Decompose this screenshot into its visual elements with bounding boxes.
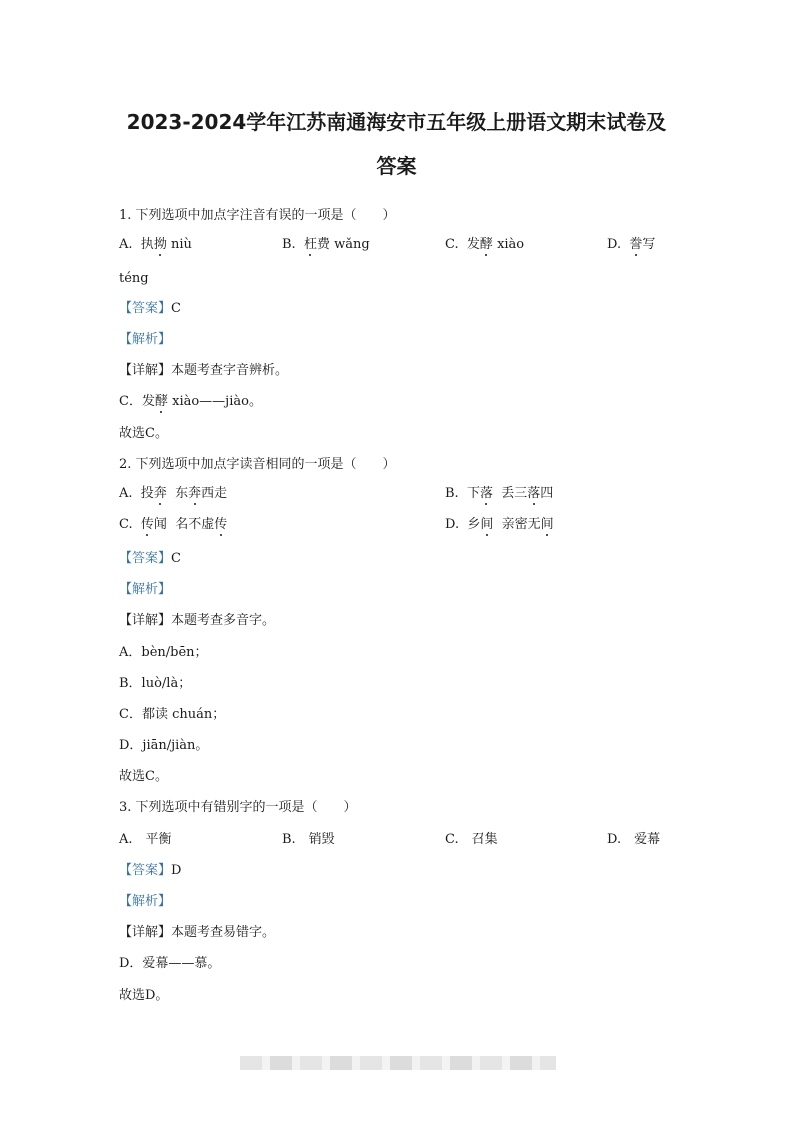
q3-stem: 3. 下列选项中有错别字的一项是（ ） xyxy=(119,800,357,815)
q2-explanation-b: B．luò/là； xyxy=(119,676,192,691)
q3-option-d: D. 爱幕 xyxy=(607,832,661,847)
q3-conclusion: 故选D。 xyxy=(119,988,169,1003)
q3-answer: 【答案】D xyxy=(119,863,182,878)
q1-option-d: D. 誊写 xyxy=(607,237,656,252)
q1-option-d-pinyin: téng xyxy=(119,271,149,286)
q2-conclusion: 故选C。 xyxy=(119,769,168,784)
q2-analysis-tag: 【解析】 xyxy=(119,582,172,597)
q2-option-a: A. 投奔 东奔西走 xyxy=(119,486,228,501)
q2-explanation-d: D．jiān/jiàn。 xyxy=(119,738,209,753)
q3-option-c: C. 召集 xyxy=(445,832,498,847)
q1-explanation: C．发酵 xiào——jiào。 xyxy=(119,394,262,409)
q2-detail: 【详解】本题考查多音字。 xyxy=(119,613,276,628)
q1-stem: 1. 下列选项中加点字注音有误的一项是（ ） xyxy=(119,208,396,223)
q2-stem: 2. 下列选项中加点字读音相同的一项是（ ） xyxy=(119,457,396,472)
title-line-2: 答案 xyxy=(376,154,417,178)
q2-option-d: D. 乡间 亲密无间 xyxy=(445,517,554,532)
page-title xyxy=(80,100,713,188)
q1-detail: 【详解】本题考查字音辨析。 xyxy=(119,363,289,378)
title-line-1: 2023-2024学年江苏南通海安市五年级上册语文期末试卷及 xyxy=(126,110,667,134)
q1-option-a: A. 执拗 niù xyxy=(119,237,192,252)
q3-option-b: B. 销毁 xyxy=(282,832,335,847)
q2-option-c: C. 传闻 名不虚传 xyxy=(119,517,228,532)
q3-detail: 【详解】本题考查易错字。 xyxy=(119,925,276,940)
q2-explanation-a: A．bèn/bēn； xyxy=(119,645,208,660)
q1-option-c: C. 发酵 xiào xyxy=(445,237,525,252)
q1-analysis-tag: 【解析】 xyxy=(119,332,172,347)
q3-explanation: D．爱幕——慕。 xyxy=(119,956,221,971)
q3-option-a: A. 平衡 xyxy=(119,832,172,847)
q2-explanation-c: C．都读 chuán； xyxy=(119,707,226,722)
blurred-watermark xyxy=(240,1056,556,1070)
q1-answer: 【答案】C xyxy=(119,301,181,316)
q2-answer: 【答案】C xyxy=(119,551,181,566)
q1-option-b: B. 枉费 wǎng xyxy=(282,237,370,252)
q2-option-b: B. 下落 丢三落四 xyxy=(445,486,554,501)
q3-analysis-tag: 【解析】 xyxy=(119,894,172,909)
q1-conclusion: 故选C。 xyxy=(119,426,168,441)
